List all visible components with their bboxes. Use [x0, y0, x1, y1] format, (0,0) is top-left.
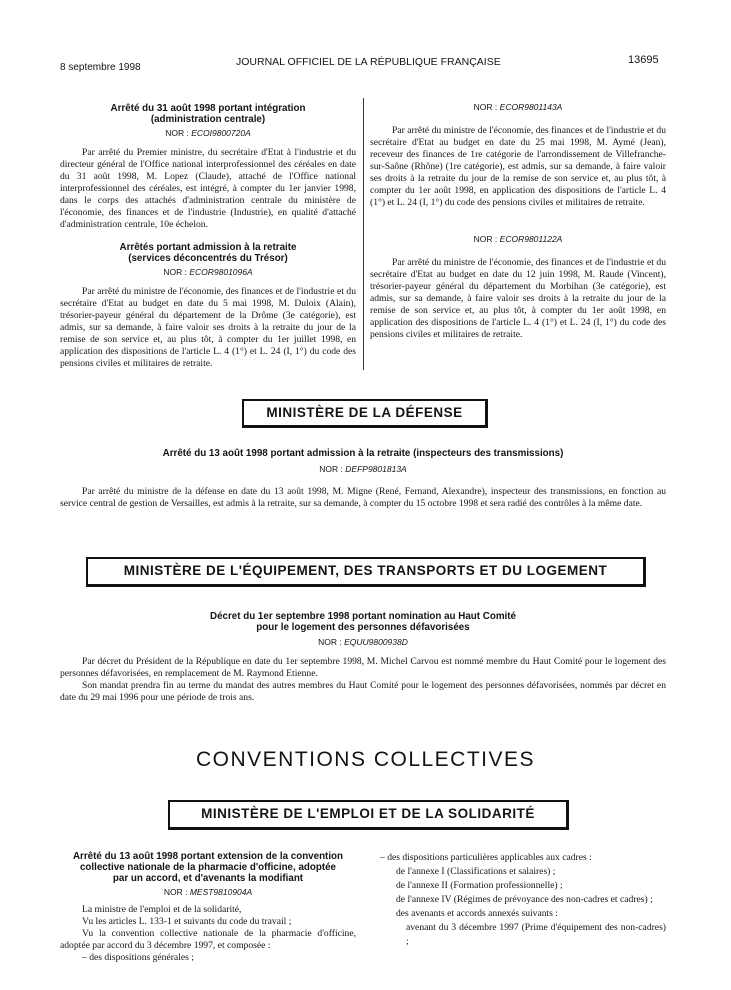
article-title: Arrêtés portant admission à la retraite (services déconcentrés du Trésor): [119, 242, 297, 264]
nor-reference: NOR : MEST9810904A: [163, 887, 253, 897]
header-date: 8 septembre 1998: [60, 62, 141, 73]
list-item: de l'annexe IV (Régimes de prévoyance des non-cadres et cadres) ;: [396, 894, 653, 905]
nor-reference: NOR : DEFP9801813A: [319, 464, 407, 474]
article-body: Par arrêté du ministre de l'économie, des finances et de l'industrie et du secrétaire d'Etat au budget en date du 12 juin 1998, M. Raude (Vincent), trésorier-payeur général du département du Morbihan (3e catégorie), est admis, sur sa demande, à faire valoir ses droits à la retraite du jour de la remise de son service et, au plus tôt, à compter du 1er août 1998, en application des dispositions de l'article L. 4 (1°) et L. 24 (I, 1°) du code des pensions civiles et militaires de retraite.: [370, 257, 666, 340]
nor-reference: NOR : ECOR9801122A: [473, 234, 563, 244]
list-item: avenant du 3 décembre 1997 (Prime d'équipement des non-cadres) ;: [406, 922, 666, 947]
visa-line: La ministre de l'emploi et de la solidarité,: [82, 904, 242, 915]
section-title: CONVENTIONS COLLECTIVES: [195, 748, 536, 771]
article-title: Arrêté du 31 août 1998 portant intégration (administration centrale): [110, 103, 306, 125]
ministry-heading-equipement: MINISTÈRE DE L'ÉQUIPEMENT, DES TRANSPORTS ET DU LOGEMENT: [86, 557, 646, 587]
nor-reference: NOR : ECOR9801143A: [473, 102, 563, 112]
left-column: [60, 103, 356, 370]
column-divider: [363, 98, 364, 370]
visa-line: – des dispositions générales ;: [82, 952, 194, 963]
conventions-left-column: [60, 851, 356, 964]
article-title: Arrêté du 13 août 1998 portant extension de la convention collective nationale de la pharmacie d'officine, adoptée par un accord, et d'avenants la modifiant: [72, 851, 344, 884]
article-body: Par arrêté du ministre de l'économie, des finances et de l'industrie et du secrétaire d'Etat au budget en date du 25 mai 1998, M. Aymé (Jean), receveur des finances de 1re catégorie de l'arrondissement de Villefranche-sur-Saône (Rhône) (1re catégorie), est admis, sur sa demande, à faire valoir ses droits à la retraite du jour de la remise de son service et, au plus tôt, à compter du 1er août 1998, en application des dispositions de l'article L. 4 (1°) et L. 24 (I, 1°) du code des pensions civiles et militaires de retraite.: [370, 125, 666, 208]
page-number: 13695: [628, 54, 659, 66]
ministry-heading-defense: MINISTÈRE DE LA DÉFENSE: [242, 399, 488, 428]
article-title: Décret du 1er septembre 1998 portant nomination au Haut Comité pour le logement des personnes défavorisées: [210, 611, 516, 633]
list-item: de l'annexe II (Formation professionnelle) ;: [396, 880, 563, 891]
article-body: Par arrêté du ministre de la défense en date du 13 août 1998, M. Migne (René, Fernand, Alexandre), inspecteur des transmissions, en fonction au service central de gestion de Versailles, est admis à la retraite, sur sa demande, à compter du 15 octobre 1998 et sera radié des contrôles à la même date.: [60, 486, 666, 509]
nor-reference: NOR : ECOI9800720A: [165, 128, 251, 138]
list-item: des avenants et accords annexés suivants :: [396, 908, 558, 919]
visa-line: Vu la convention collective nationale de la pharmacie d'officine, adoptée par accord du 3 décembre 1997, et composée :: [60, 928, 356, 951]
nor-reference: NOR : ECOR9801096A: [163, 267, 253, 277]
conventions-right-column: [380, 851, 666, 949]
ministry-heading-emploi: MINISTÈRE DE L'EMPLOI ET DE LA SOLIDARITÉ: [168, 800, 569, 830]
journal-title: JOURNAL OFFICIEL DE LA RÉPUBLIQUE FRANÇAISE: [236, 56, 501, 68]
article-body: Par arrêté du ministre de l'économie, des finances et de l'industrie et du secrétaire d'Etat au budget en date du 5 mai 1998, M. Duloix (Alain), trésorier-payeur général du département de la Drôme (3e catégorie), est admis, sur sa demande, à faire valoir ses droits à la retraite du jour de la remise de son service et, au plus tôt, à compter du 1er juillet 1998, en application des dispositions de l'article L. 4 (1°) et L. 24 (I, 1°) du code des pensions civiles et militaires de retraite.: [60, 286, 356, 369]
article-title: Arrêté du 13 août 1998 portant admission à la retraite (inspecteurs des transmissions): [162, 448, 564, 459]
article-body: Par arrêté du Premier ministre, du secrétaire d'Etat à l'industrie et du directeur général de l'Office national interprofessionnel des céréales en date du 31 août 1998, M. Lopez (Claude), attaché de l'Office national interprofessionnel des céréales, est intégré, à compter du 1er janvier 1998, dans le corps des attachés d'administration centrale du ministère de l'économie, des finances et de l'industrie (Industrie), en qualité d'attaché d'administration centrale, 10e échelon.: [60, 147, 356, 230]
list-item: – des dispositions particulières applicables aux cadres :: [380, 852, 592, 863]
nor-reference: NOR : EQUU9800938D: [318, 637, 408, 647]
visa-line: Vu les articles L. 133-1 et suivants du code du travail ;: [82, 916, 292, 927]
article-body: Par décret du Président de la République en date du 1er septembre 1998, M. Michel Carvou est nommé membre du Haut Comité pour le logement des personnes défavorisées, en remplacement de M. Raymond Etienne. Son mandat prendra fin au terme du mandat des autres membres du Haut Comité pour le logement des personnes défavorisées, nommés par décret en date du 29 mai 1996 pour une période de trois ans.: [60, 656, 666, 703]
list-item: de l'annexe I (Classifications et salaires) ;: [396, 866, 556, 877]
right-column: [370, 99, 666, 341]
